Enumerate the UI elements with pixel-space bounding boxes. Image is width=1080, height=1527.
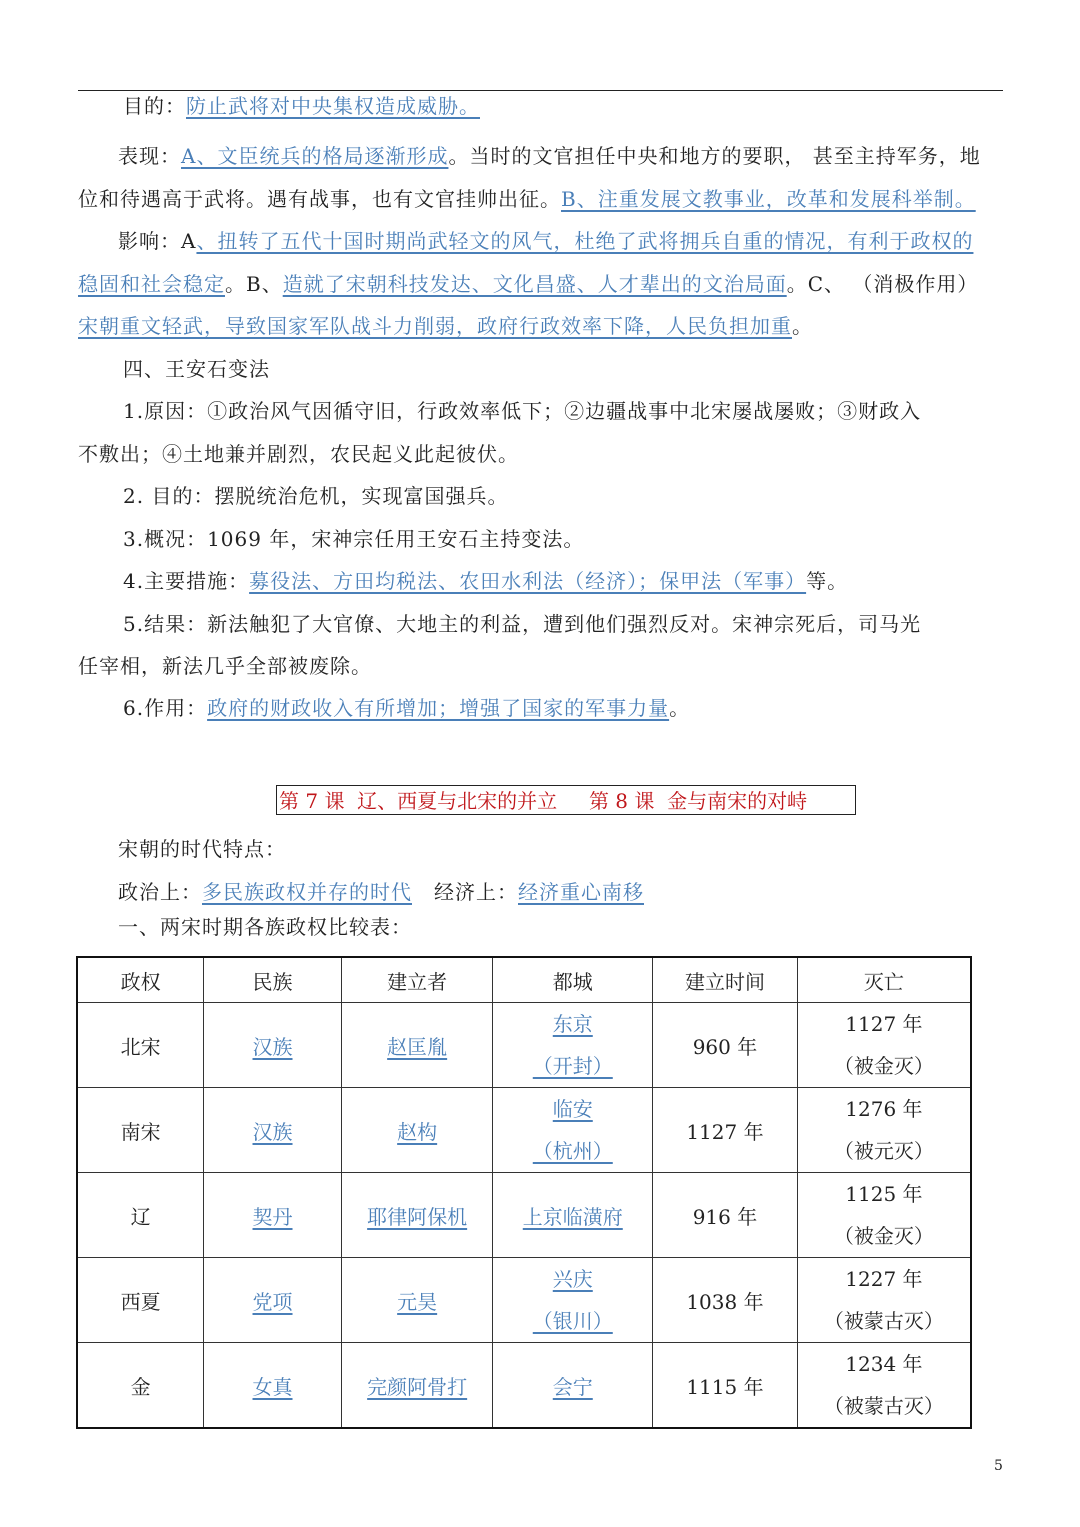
capital-cell: 临安 [552, 1097, 593, 1121]
song-feature-line [118, 878, 644, 906]
impact-line-2 [78, 270, 978, 298]
founder-cell: 赵匡胤 [387, 1034, 448, 1059]
regime-cell: 金 [77, 1343, 204, 1429]
header-founder: 建立者 [341, 957, 493, 1003]
purpose-text: 防止武将对中央集权造成威胁。 [186, 94, 480, 118]
capital-cell: 会宁 [552, 1374, 593, 1399]
table-row [77, 1173, 971, 1258]
regime-comparison-table [76, 956, 972, 1429]
purpose-label: 目的： [123, 94, 186, 118]
impact-c-label: 。C、 （消极作用） [786, 272, 979, 296]
effect-end: 。 [669, 696, 691, 720]
top-rule [78, 90, 1003, 91]
end-year: 1125 年 [845, 1182, 923, 1206]
table-row [77, 1088, 971, 1173]
capital-cell: 兴庆 [552, 1267, 593, 1291]
end-year: 1227 年 [845, 1267, 923, 1291]
impact-b: 造就了宋朝科技发达、文化昌盛、人才辈出的文治局面 [282, 272, 787, 296]
section-heading-reform: 四、王安石变法 [123, 357, 270, 381]
founder-cell: 完颜阿骨打 [367, 1374, 468, 1399]
reform-cause-line: 1.原因：①政治风气因循守旧，行政效率低下；②边疆战事中北宋屡战屡败；③财政入 [123, 399, 922, 423]
impact-a: 、扭转了五代十国时期尚武轻文的风气，杜绝了武将拥兵自重的情况，有利于政权的 [196, 229, 974, 253]
capital-note: （开封） [532, 1054, 613, 1078]
year-cell: 916 年 [653, 1173, 798, 1258]
reform-result: 5.结果：新法触犯了大官僚、大地主的利益，遭到他们强烈反对。宋神宗死后，司马光 [123, 612, 922, 636]
reform-measures [123, 567, 848, 595]
impact-c: 宋朝重文轻武，导致国家军队战斗力削弱，政府行政效率下降，人民负担加重 [78, 314, 792, 338]
impact-a-cont: 稳固和社会稳定 [78, 272, 225, 296]
reform-effect [123, 694, 690, 722]
table-header-row [77, 957, 971, 1003]
measures-text: 募役法、方田均税法、农田水利法（经济）；保甲法（军事） [249, 569, 807, 593]
manifestation-line-2 [78, 185, 976, 213]
page-number: 5 [994, 1458, 1003, 1474]
regime-cell: 辽 [77, 1173, 204, 1258]
founder-cell: 元昊 [397, 1289, 438, 1314]
impact-b-label: 。B、 [225, 272, 283, 296]
manifestation-a: A、文臣统兵的格局逐渐形成 [181, 144, 449, 168]
measures-label: 4.主要措施： [123, 569, 250, 593]
regime-cell: 西夏 [77, 1258, 204, 1343]
regime-cell: 南宋 [77, 1088, 204, 1173]
year-cell: 1115 年 [653, 1343, 798, 1429]
header-year: 建立时间 [653, 957, 798, 1003]
end-year: 1276 年 [845, 1097, 923, 1121]
ethnic-cell: 契丹 [252, 1204, 293, 1229]
purpose-line [123, 92, 480, 120]
reform-result-2: 任宰相，新法几乎全部被废除。 [78, 654, 372, 678]
end-note: （被金灭） [833, 1224, 934, 1248]
table-title: 一、两宋时期各族政权比较表： [118, 915, 412, 939]
reform-purpose: 2. 目的：摆脱统治危机，实现富国强兵。 [123, 484, 509, 508]
politics-text: 多民族政权并存的时代 [202, 880, 412, 904]
founder-cell: 耶律阿保机 [367, 1204, 468, 1229]
table-row [77, 1003, 971, 1088]
economy-label: 经济上： [434, 880, 518, 904]
song-feature-heading: 宋朝的时代特点： [118, 837, 286, 861]
measures-end: 等。 [806, 569, 849, 593]
manifestation-rest: 。当时的文官担任中央和地方的要职， 甚至主持军务，地 [448, 144, 981, 168]
end-year: 1127 年 [845, 1012, 923, 1036]
impact-end: 。 [792, 314, 813, 338]
year-cell: 1038 年 [653, 1258, 798, 1343]
table-row [77, 1343, 971, 1429]
impact-label: 影响：A [118, 229, 197, 253]
reform-cause-line-2: 不敷出；④土地兼并剧烈，农民起义此起彼伏。 [78, 442, 519, 466]
ethnic-cell: 党项 [252, 1289, 293, 1314]
end-note: （被金灭） [833, 1054, 934, 1078]
impact-line-3 [78, 312, 813, 340]
end-note: （被蒙古灭） [823, 1394, 944, 1418]
economy-text: 经济重心南移 [518, 880, 644, 904]
impact-line [118, 227, 973, 255]
politics-label: 政治上： [118, 880, 202, 904]
end-note: （被元灭） [833, 1139, 934, 1163]
header-regime: 政权 [77, 957, 204, 1003]
capital-note: （杭州） [532, 1139, 613, 1163]
year-cell: 1127 年 [653, 1088, 798, 1173]
header-capital: 都城 [493, 957, 653, 1003]
header-end: 灭亡 [797, 957, 971, 1003]
capital-cell: 上京临潢府 [522, 1204, 623, 1229]
capital-note: （银川） [532, 1309, 613, 1333]
manifestation-label: 表现： [118, 144, 181, 168]
founder-cell: 赵构 [397, 1119, 438, 1144]
manifestation-line [118, 142, 981, 170]
effect-label: 6.作用： [123, 696, 208, 720]
manifestation-cont: 位和待遇高于武将。遇有战事，也有文官挂帅出征。 [78, 187, 561, 211]
reform-overview: 3.概况：1069 年，宋神宗任用王安石主持变法。 [123, 527, 585, 551]
ethnic-cell: 汉族 [252, 1119, 293, 1144]
table-row [77, 1258, 971, 1343]
lesson-title: 第 7 课 辽、西夏与北宋的并立 第 8 课 金与南宋的对峙 [276, 785, 856, 815]
regime-cell: 北宋 [77, 1003, 204, 1088]
year-cell: 960 年 [653, 1003, 798, 1088]
end-year: 1234 年 [845, 1352, 923, 1376]
end-note: （被蒙古灭） [823, 1309, 944, 1333]
ethnic-cell: 女真 [252, 1374, 293, 1399]
effect-text: 政府的财政收入有所增加；增强了国家的军事力量 [207, 696, 670, 720]
header-ethnic: 民族 [204, 957, 342, 1003]
capital-cell: 东京 [552, 1012, 593, 1036]
manifestation-b: B、注重发展文教事业，改革和发展科举制。 [561, 187, 976, 211]
ethnic-cell: 汉族 [252, 1034, 293, 1059]
